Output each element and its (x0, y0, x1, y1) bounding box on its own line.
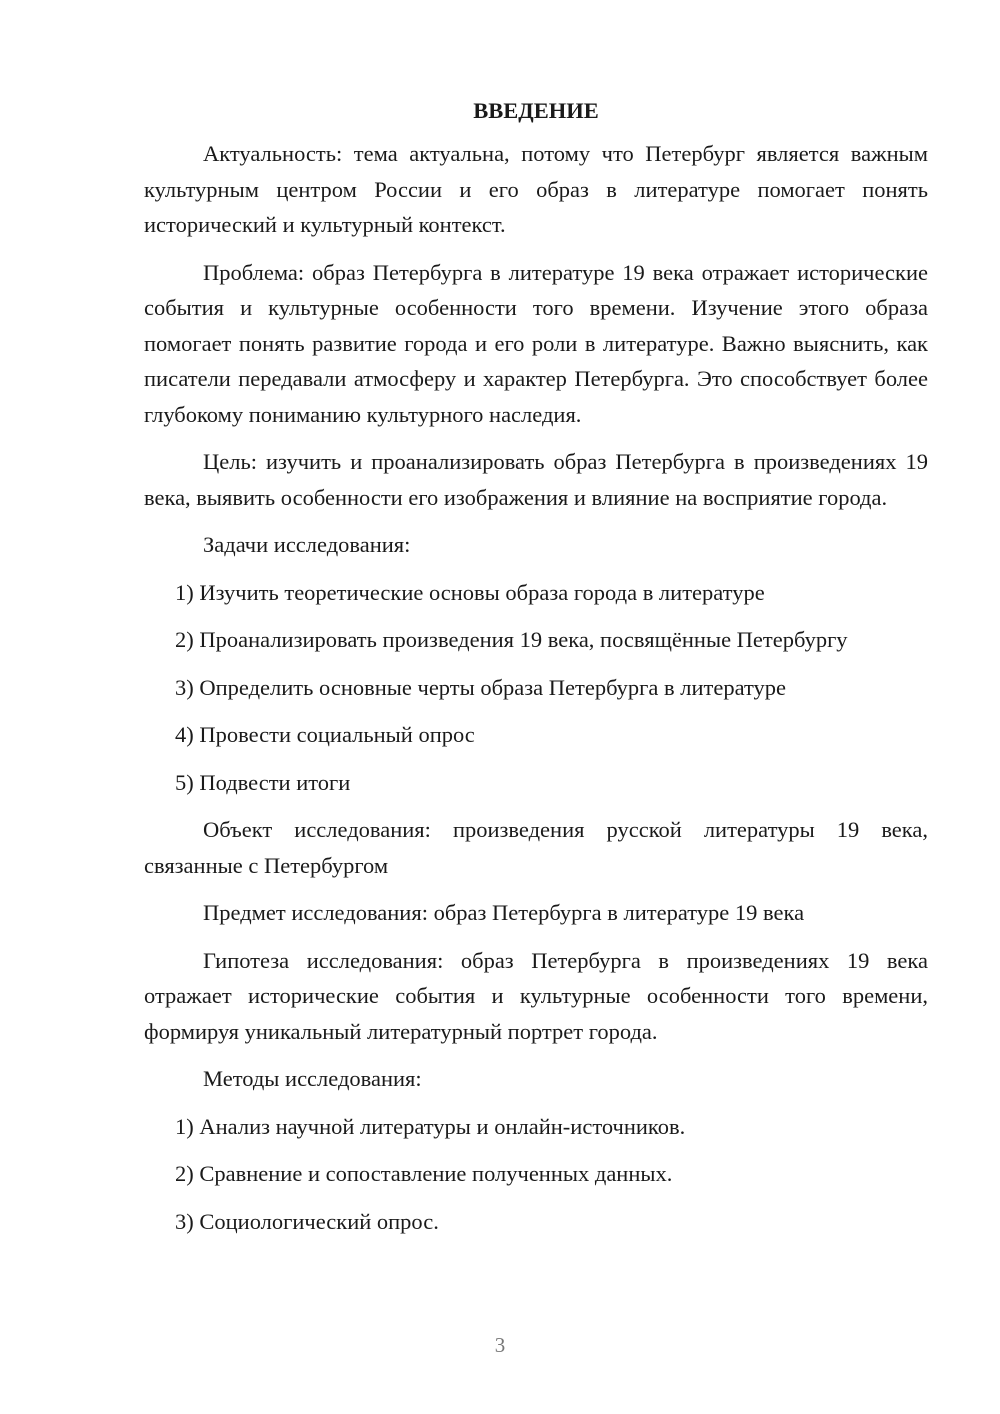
section-heading: ВВЕДЕНИЕ (473, 98, 599, 123)
tasks-title: Задачи исследования: (203, 532, 411, 557)
task-item-5: 5) Подвести итоги (175, 769, 351, 795)
method-item-2: 2) Сравнение и сопоставление полученных данных. (175, 1161, 673, 1186)
relevance-paragraph: Актуальность: тема актуальна, потому что Петербург является важным культурным центром России и его образ в литературе помогает понять исторический и культурный контекст. (144, 141, 928, 237)
page-number: 3 (494, 1333, 506, 1357)
subject-paragraph: Предмет исследования: образ Петербурга в литературе 19 века (203, 900, 805, 925)
methods-title: Методы исследования: (203, 1066, 422, 1091)
goal-paragraph: Цель: изучить и проанализировать образ Петербурга в произведениях 19 века, выявить особенности его изображения и влияние на восприятие города. (144, 449, 928, 510)
page-content (144, 98, 928, 1251)
hypothesis-paragraph: Гипотеза исследования: образ Петербурга в произведениях 19 века отражает исторические события и культурные особенности того времени, формируя уникальный литературный портрет города. (144, 947, 928, 1044)
object-paragraph: Объект исследования: произведения русской литературы 19 века, связанные с Петербургом (144, 817, 928, 878)
method-item-1: 1) Анализ научной литературы и онлайн-источников. (175, 1113, 686, 1139)
task-item-3: 3) Определить основные черты образа Петербурга в литературе (175, 674, 787, 700)
method-item-3: 3) Социологический опрос. (175, 1208, 439, 1234)
task-item-4: 4) Провести социальный опрос (175, 722, 475, 747)
task-item-1: 1) Изучить теоретические основы образа города в литературе (175, 579, 765, 605)
problem-paragraph: Проблема: образ Петербурга в литературе 19 века отражает исторические события и культурные особенности того времени. Изучение этого образа помогает понять развитие города и его роли в литературе. Важно выяснить, как писатели передавали атмосферу и характер Петербурга. Это способствует более глубокому пониманию культурного наследия. (144, 259, 928, 427)
task-item-2: 2) Проанализировать произведения 19 века, посвящённые Петербургу (175, 627, 848, 652)
